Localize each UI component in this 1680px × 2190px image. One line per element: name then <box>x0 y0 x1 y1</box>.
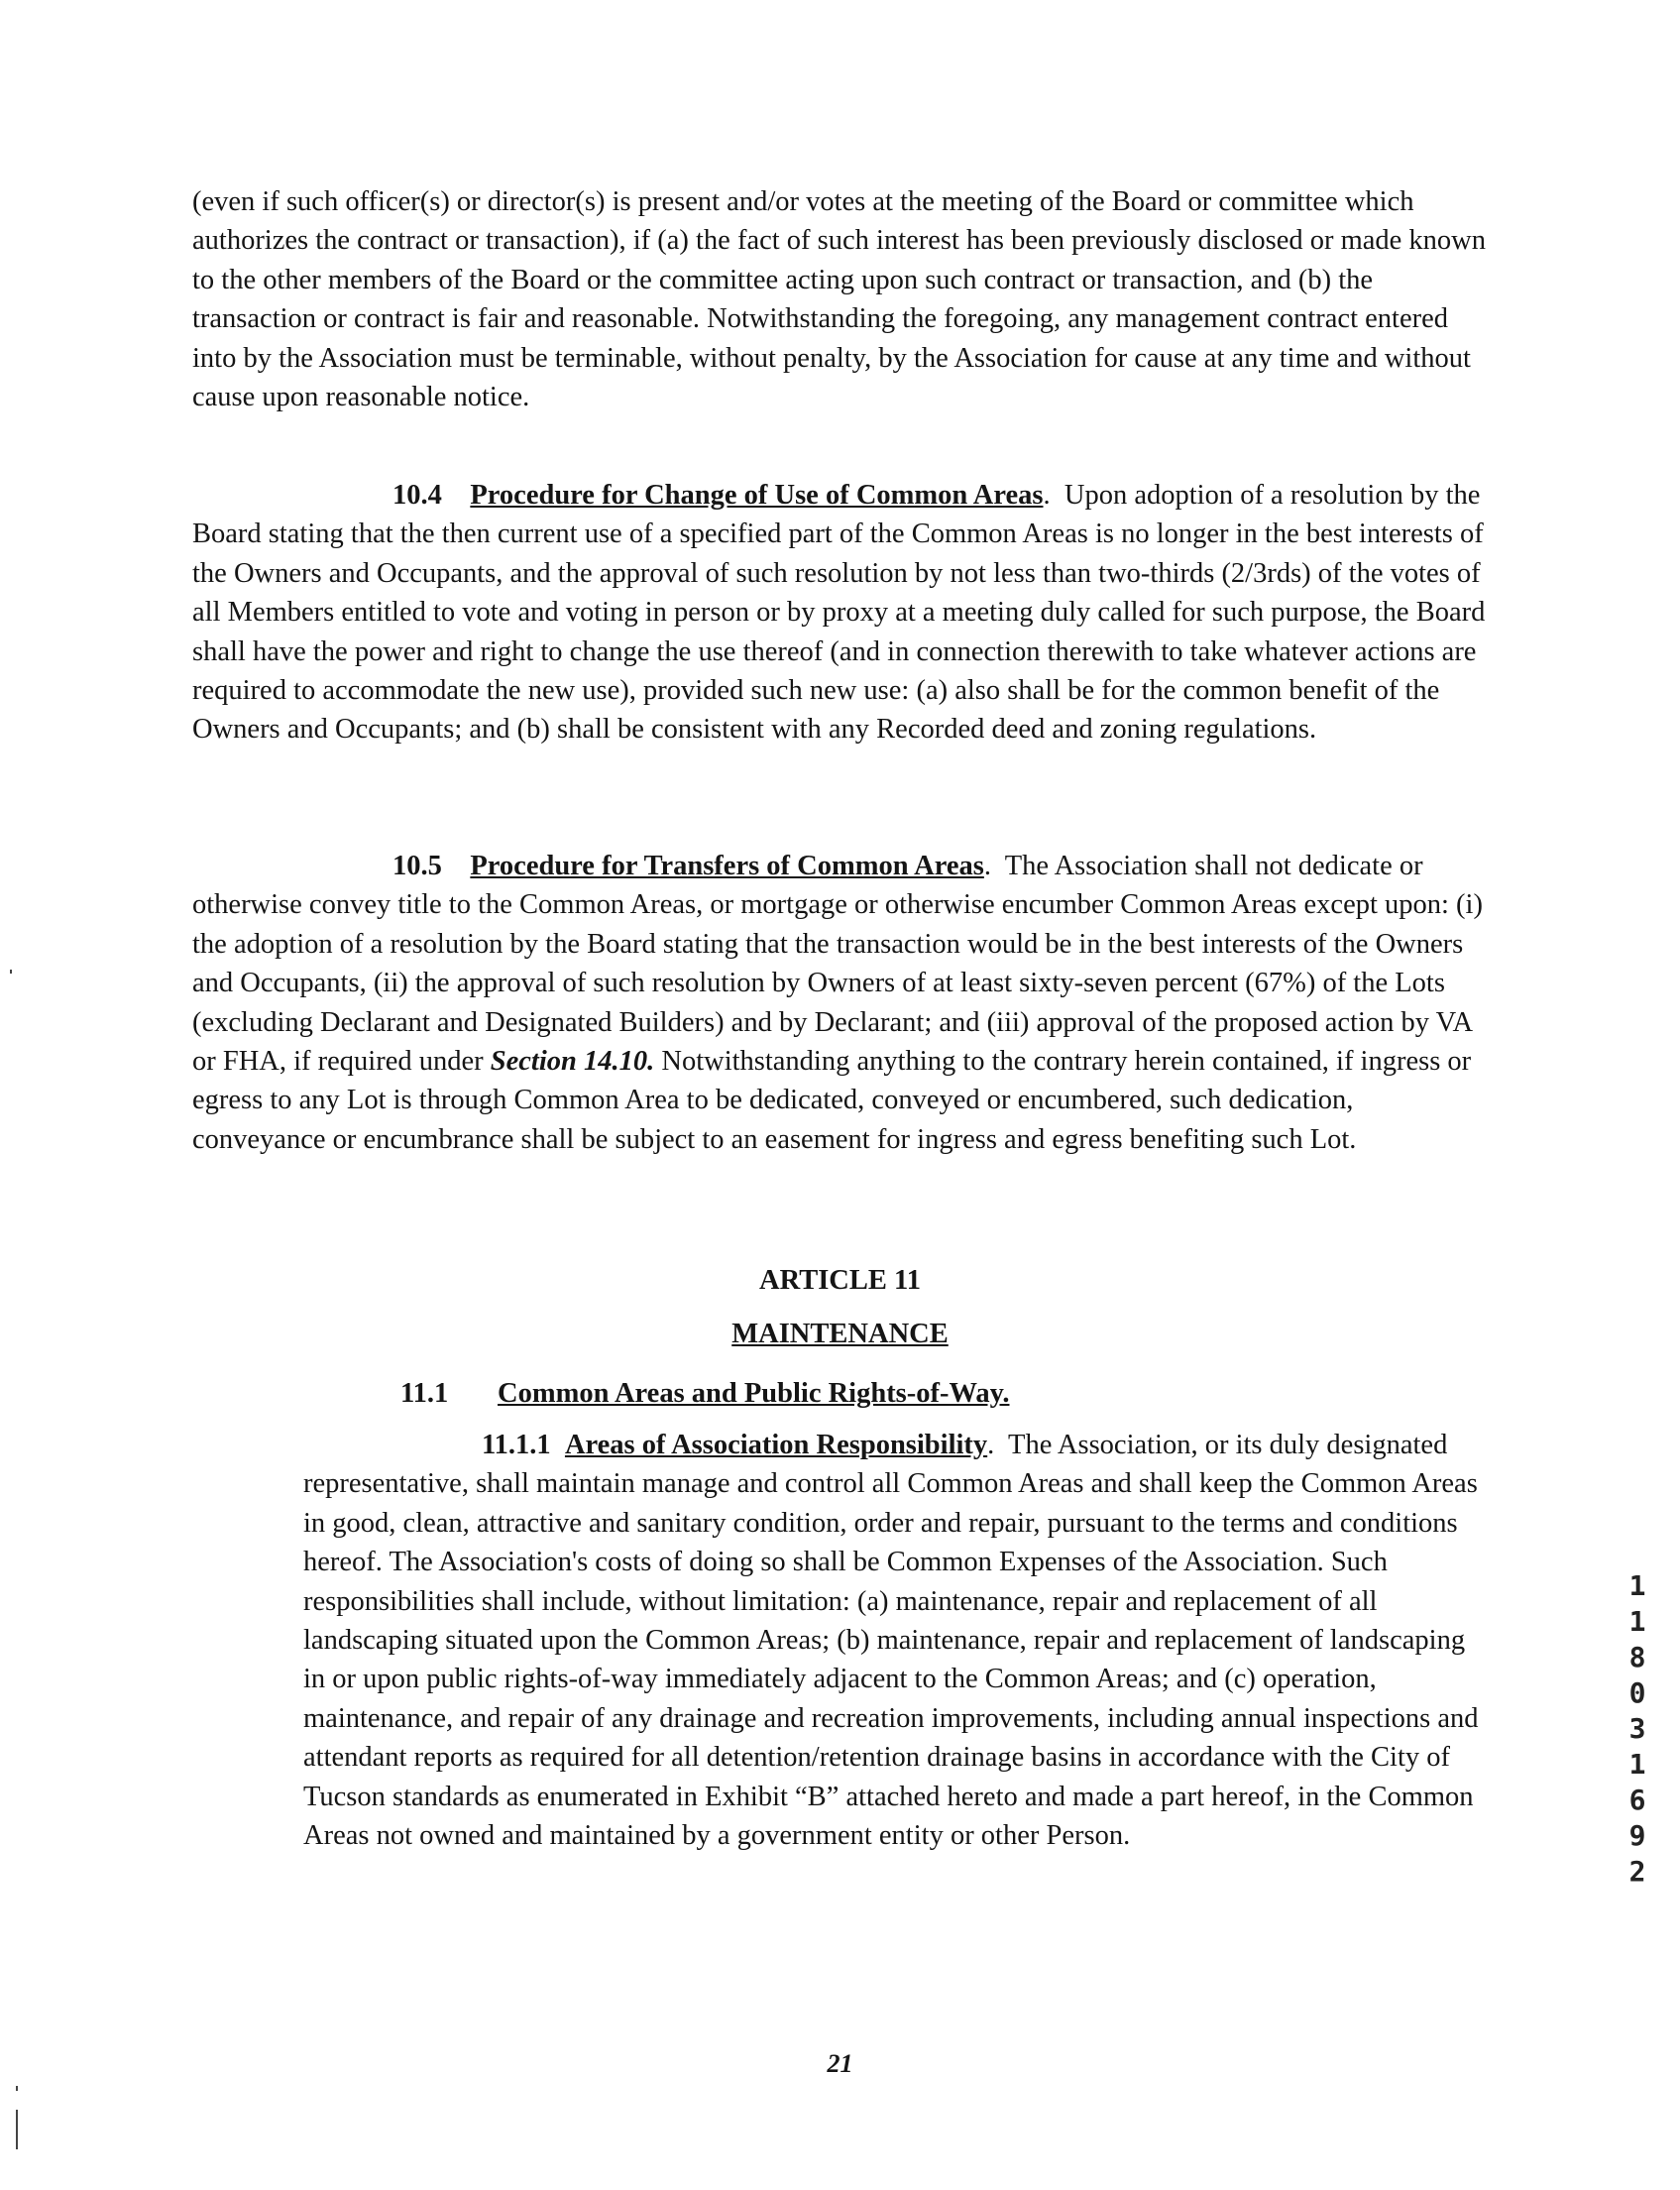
section-11-1 <box>400 1378 1009 1410</box>
section-reference: Section 14.10. <box>490 1046 655 1078</box>
section-number: 11.1.1 <box>482 1430 551 1460</box>
section-10-4: 10.4 Procedure for Change of Use of Common Areas. Upon adoption of a resolution by the Board stating that the then current use of a specified part of the Common Areas is no longer in the best interests of the Owners and Occupants, and the approval of such resolution by not less than two-thirds (2/3rds) of the votes of all Members entitled to vote and voting in person or by proxy at a meeting duly called for such purpose, the Board shall have the power and right to change the use thereof (and in connection therewith to take whatever actions are required to accommodate the new use), provided such new use: (a) also shall be for the common benefit of the Owners and Occupants; and (b) shall be consistent with any Recorded deed and zoning regulations. <box>192 476 1487 749</box>
section-10-5: 10.5 Procedure for Transfers of Common Areas. The Association shall not dedicate or otherwise convey title to the Common Areas, or mortgage or otherwise encumber Common Areas except upon: (i) the adoption of a resolution by the Board stating that the transaction would be in the best interests of the Owners and Occupants, (ii) the approval of such resolution by Owners of at least sixty-seven percent (67%) of the Lots (excluding Declarant and Designated Builders) and by Declarant; and (iii) approval of the proposed action by VA or FHA, if required under Section 14.10. Notwithstanding anything to the contrary herein contained, if ingress or egress to any Lot is through Common Area to be dedicated, conveyed or encumbered, such dedication, conveyance or encumbrance shall be subject to an easement for ingress and egress benefiting such Lot. <box>192 847 1487 1159</box>
page-number: 21 <box>827 2049 853 2078</box>
section-heading: Areas of Association Responsibility <box>564 1430 988 1460</box>
recording-stamp-bottom: 1 6 9 2 <box>1628 1748 1646 1888</box>
section-body: Upon adoption of a resolution by the Board stating that the then current use of a specified part of the Common Areas is no longer in the best interests of the Owners and Occupants, and the approval of such resolution by not less than two-thirds (2/3rds) of the votes of all Members entitled to vote and voting in person or by proxy at a meeting duly called for such purpose, the Board shall have the power and right to change the use thereof (and in connection therewith to take whatever actions are required to accommodate the new use), provided such new use: (a) also shall be for the common benefit of the Owners and Occupants; and (b) shall be consistent with any Recorded deed and zoning regulations. <box>192 480 1486 746</box>
scan-edge-mark <box>16 2110 18 2149</box>
scan-speck <box>16 2086 18 2091</box>
article-title: MAINTENANCE <box>731 1319 949 1349</box>
section-body-continued: Notwithstanding anything to the contrary herein contained, if ingress or egress to any Lot is through Common Area to be dedicated, conveyed or encumbered, such dedication, conveyance or encumbrance shall be subject to an easement for ingress and egress benefiting such Lot. <box>192 1046 1472 1155</box>
recording-stamp-top: 1 1 8 0 3 <box>1628 1569 1646 1745</box>
section-number: 10.5 <box>392 851 442 881</box>
section-number: 10.4 <box>392 480 442 511</box>
section-11-1-1: 11.1.1 Areas of Association Responsibility. The Association, or its duly designated representative, shall maintain manage and control all Common Areas and shall keep the Common Areas in good, clean, attractive and sanitary condition, order and repair, pursuant to the terms and conditions hereof. The Association's costs of doing so shall be Common Expenses of the Association. Such responsibilities shall include, without limitation: (a) maintenance, repair and replacement of all landscaping situated upon the Common Areas; (b) maintenance, repair and replacement of landscaping in or upon public rights-of-way immediately adjacent to the Common Areas; and (c) operation, maintenance, and repair of any drainage and recreation improvements, including annual inspections and attendant reports as required for all detention/retention drainage basins in accordance with the City of Tucson standards as enumerated in Exhibit “B” attached hereto and made a part hereof, in the Common Areas not owned and maintained by a government entity or other Person. <box>303 1426 1493 1855</box>
section-heading: Procedure for Transfers of Common Areas <box>470 851 984 881</box>
article-label: ARTICLE 11 <box>759 1265 921 1296</box>
scan-speck <box>10 970 12 974</box>
section-heading: Common Areas and Public Rights-of-Way. <box>498 1378 1010 1409</box>
section-number: 11.1 <box>400 1378 449 1409</box>
section-body: The Association shall not dedicate or otherwise convey title to the Common Areas, or mortgage or otherwise encumber Common Areas except upon: (i) the adoption of a resolution by the Board stating that the transaction would be in the best interests of the Owners and Occupants, (ii) the approval of such resolution by Owners of at least sixty-seven percent (67%) of the Lots (excluding Declarant and Designated Builders) and by Declarant; and (iii) approval of the proposed action by VA or FHA, if required under <box>192 851 1483 1078</box>
paragraph-continued: (even if such officer(s) or director(s) is present and/or votes at the meeting of the Board or committee which authorizes the contract or transaction), if (a) the fact of such interest has been previously disclosed or made known to the other members of the Board or the committee acting upon such contract or transaction, and (b) the transaction or contract is fair and reasonable. Notwithstanding the foregoing, any management contract entered into by the Association must be terminable, without penalty, by the Association for cause at any time and without cause upon reasonable notice. <box>192 186 1487 413</box>
section-body: The Association, or its duly designated representative, shall maintain manage and control all Common Areas and shall keep the Common Areas in good, clean, attractive and sanitary condition, order and repair, pursuant to the terms and conditions hereof. The Association's costs of doing so shall be Common Expenses of the Association. Such responsibilities shall include, without limitation: (a) maintenance, repair and replacement of all landscaping situated upon the Common Areas; (b) maintenance, repair and replacement of landscaping in or upon public rights-of-way immediately adjacent to the Common Areas; and (c) operation, maintenance, and repair of any drainage and recreation improvements, including annual inspections and attendant reports as required for all detention/retention drainage basins in accordance with the City of Tucson standards as enumerated in Exhibit “B” attached hereto and made a part hereof, in the Common Areas not owned and maintained by a government entity or other Person. <box>303 1430 1479 1852</box>
section-heading: Procedure for Change of Use of Common Areas <box>470 480 1044 511</box>
